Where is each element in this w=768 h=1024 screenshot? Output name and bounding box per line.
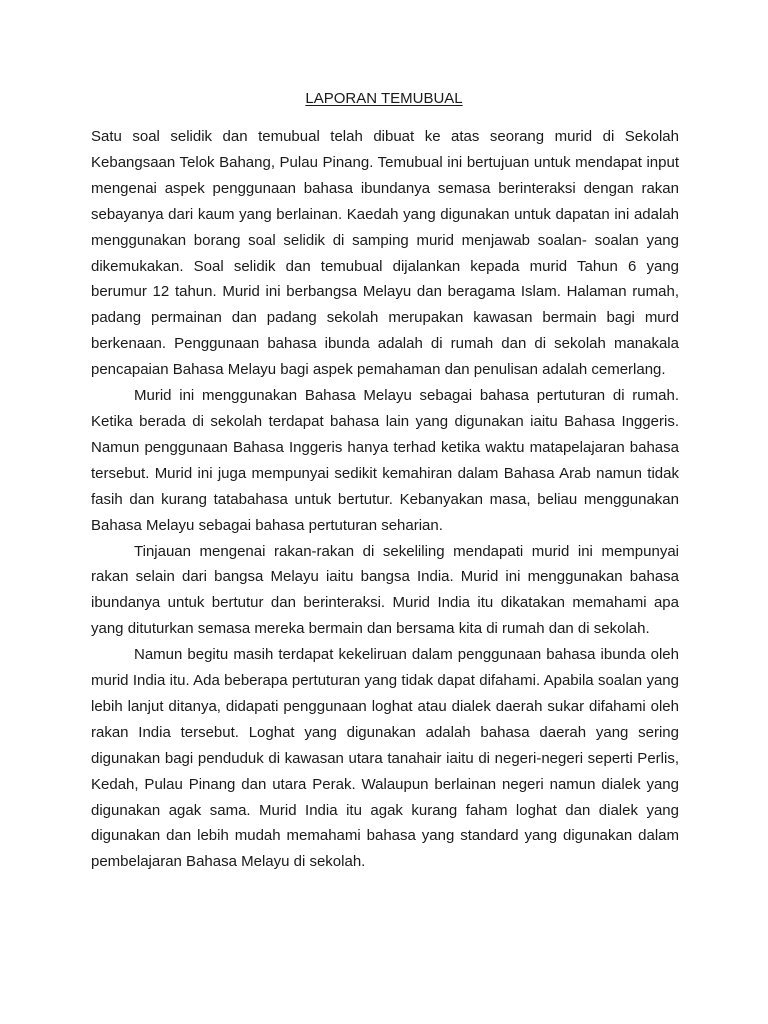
document-body bbox=[91, 124, 679, 875]
paragraph-2: Murid ini menggunakan Bahasa Melayu sebagai bahasa pertuturan di rumah. Ketika berada di sekolah terdapat bahasa lain yang digunakan iaitu Bahasa Inggeris. Namun penggunaan Bahasa Inggeris hanya terhad ketika waktu matapelajaran bahasa tersebut. Murid ini juga mempunyai sedikit kemahiran dalam Bahasa Arab namun tidak fasih dan kurang tatabahasa untuk bertutur. Kebanyakan masa, beliau menggunakan Bahasa Melayu sebagai bahasa pertuturan seharian. bbox=[91, 387, 679, 534]
document-title: LAPORAN TEMUBUAL bbox=[305, 90, 463, 107]
paragraph-3: Tinjauan mengenai rakan-rakan di sekeliling mendapati murid ini mempunyai rakan selain dari bangsa Melayu iaitu bangsa India. Murid ini menggunakan bahasa ibundanya untuk bertutur dan berinteraksi. Murid India itu dikatakan memahami apa yang dituturkan semasa mereka bermain dan bersama kita di rumah dan di sekolah. bbox=[91, 542, 679, 638]
paragraph-1: Satu soal selidik dan temubual telah dibuat ke atas seorang murid di Sekolah Kebangsaan Telok Bahang, Pulau Pinang. Temubual ini bertujuan untuk mendapat input mengenai aspek penggunaan bahasa ibundanya semasa berinteraksi dengan rakan sebayanya dari kaum yang berlainan. Kaedah yang digunakan untuk dapatan ini adalah menggunakan borang soal selidik di samping murid menjawab soalan- soalan yang dikemukakan. Soal selidik dan temubual dijalankan kepada murid Tahun 6 yang berumur 12 tahun. Murid ini berbangsa Melayu dan beragama Islam. Halaman rumah, padang permainan dan padang sekolah merupakan kawasan bermain bagi murd berkenaan. Penggunaan bahasa ibunda adalah di rumah dan di sekolah manakala pencapaian Bahasa Melayu bagi aspek pemahaman dan penulisan adalah cemerlang. bbox=[91, 128, 679, 379]
paragraph-4: Namun begitu masih terdapat kekeliruan dalam penggunaan bahasa ibunda oleh murid India itu. Ada beberapa pertuturan yang tidak dapat difahami. Apabila soalan yang lebih lanjut ditanya, didapati penggunaan loghat atau dialek daerah sukar difahami oleh rakan India tersebut. Loghat yang digunakan adalah bahasa daerah yang sering digunakan bagi penduduk di kawasan utara tanahair iaitu di negeri-negeri seperti Perlis, Kedah, Pulau Pinang dan utara Perak. Walaupun berlainan negeri namun dialek yang digunakan agak sama. Murid India itu agak kurang faham loghat dan dialek yang digunakan dan lebih mudah memahami bahasa yang standard yang digunakan dalam pembelajaran Bahasa Melayu di sekolah. bbox=[91, 646, 679, 871]
